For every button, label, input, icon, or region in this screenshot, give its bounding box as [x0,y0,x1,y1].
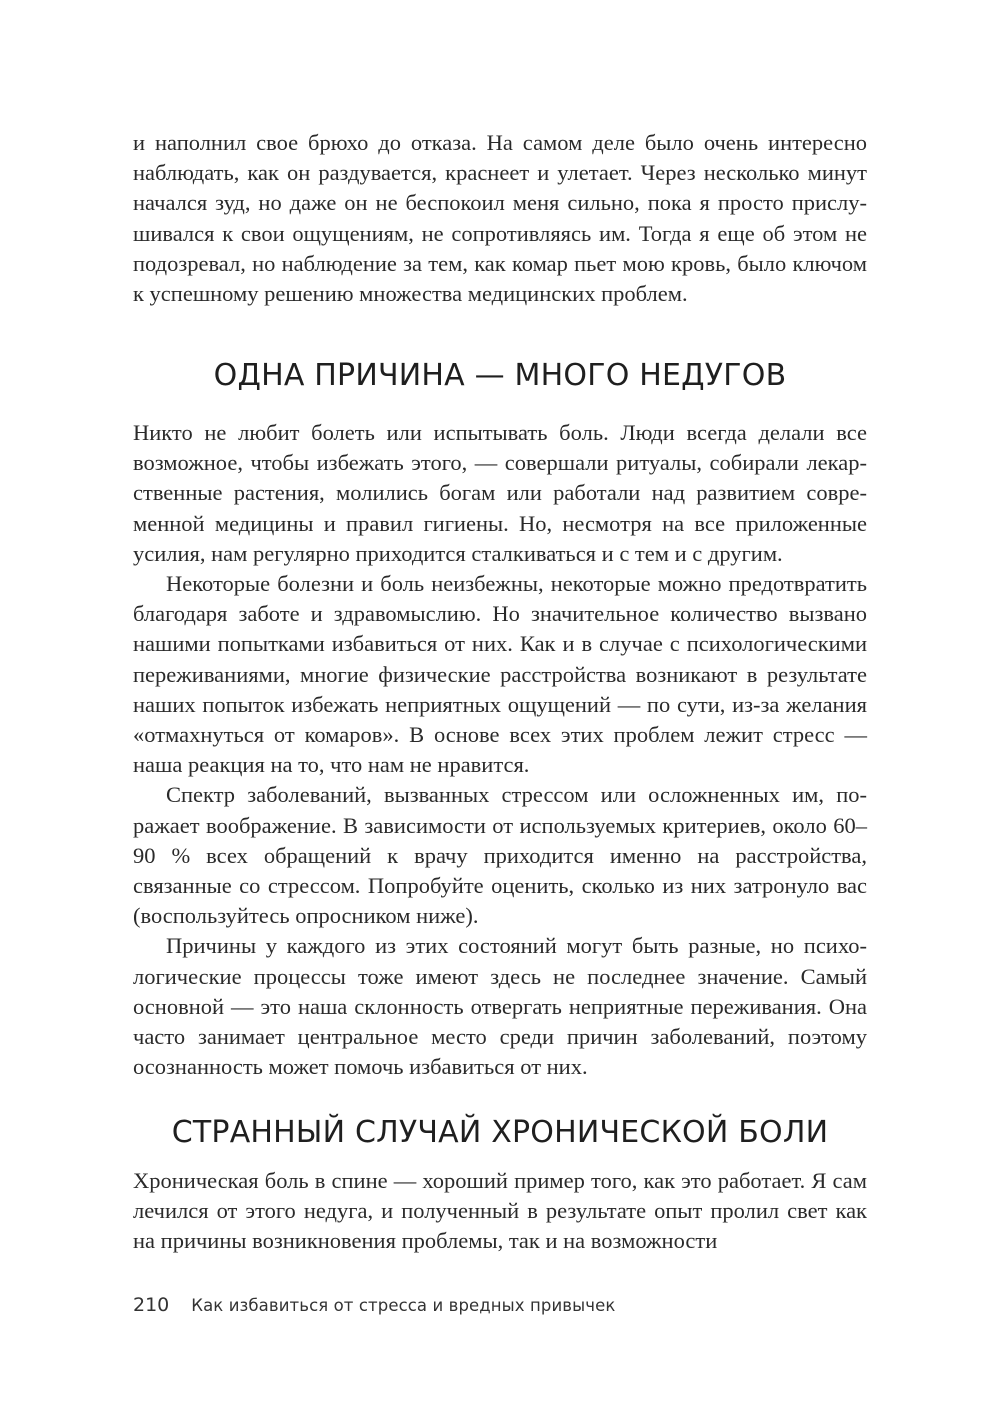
section1-text-block [133,418,867,1082]
paragraph: Никто не любит болеть или испытывать боль. Люди всегда делали все возможное, чтобы избежать этого, — совершали ритуалы, собирали лекарственные растения, молились богам или работали над развитием современной медицины и правил гигиены. Но, несмотря на все приложенные усилия, нам регулярно приходится сталкиваться и с тем и с другим. [133,420,867,566]
paragraph: Спектр заболеваний, вызванных стрессом или осложненных им, поражает воображение. В зависимости от используемых критериев, около 60–90 % всех обращений к врачу приходится именно на расстройства, связанные со стрессом. Попробуйте оценить, сколько из них затронуло вас (воспользуйтесь опросником ниже). [133,782,867,929]
running-title: Как избавиться от стресса и вредных привычек [191,1296,616,1315]
page-number: 210 [133,1294,170,1316]
section-heading-one-cause: ОДНА ПРИЧИНА — МНОГО НЕДУГОВ [213,358,787,393]
paragraph: Причины у каждого из этих состояний могут быть разные, но психологические процессы тоже имеют здесь не последнее значение. Самый основной — это наша склонность отвергать неприятные переживания. Она часто занимает центральное место среди причин заболеваний, поэтому осознанность может помочь избавиться от них. [133,933,867,1080]
section2-text-block [133,1166,867,1257]
paragraph: Некоторые болезни и боль неизбежны, некоторые можно предотвратить благодаря заботе и здравомыслию. Но значительное количество вызвано нашими попытками избавиться от них. Как и в случае с психологическими переживаниями, многие физические расстройства возникают в результате наших попыток избежать неприятных ощущений — по сути, из-за желания «отмахнуться от комаров». В основе всех этих проблем лежит стресс — наша реакция на то, что нам не нравится. [133,571,867,778]
top-text-block [133,128,867,309]
paragraph: и наполнил свое брюхо до отказа. На самом деле было очень интересно наблюдать, как он раздувается, краснеет и улетает. Через несколько минут начался зуд, но даже он не беспокоил меня сильно, пока я просто прислушивался к свои ощущениям, не сопротивляясь им. Тогда я еще об этом не подозревал, но наблюдение за тем, как комар пьет мою кровь, было ключом к успешному решению множества медицинских проблем. [133,130,867,307]
page-footer [133,1294,615,1316]
section-heading-chronic-pain: СТРАННЫЙ СЛУЧАЙ ХРОНИЧЕСКОЙ БОЛИ [171,1115,829,1150]
paragraph: Хроническая боль в спине — хороший пример того, как это работает. Я сам лечился от этого недуга, и полученный в результате опыт пролил свет как на причины возникновения проблемы, так и на возможности [133,1168,867,1254]
